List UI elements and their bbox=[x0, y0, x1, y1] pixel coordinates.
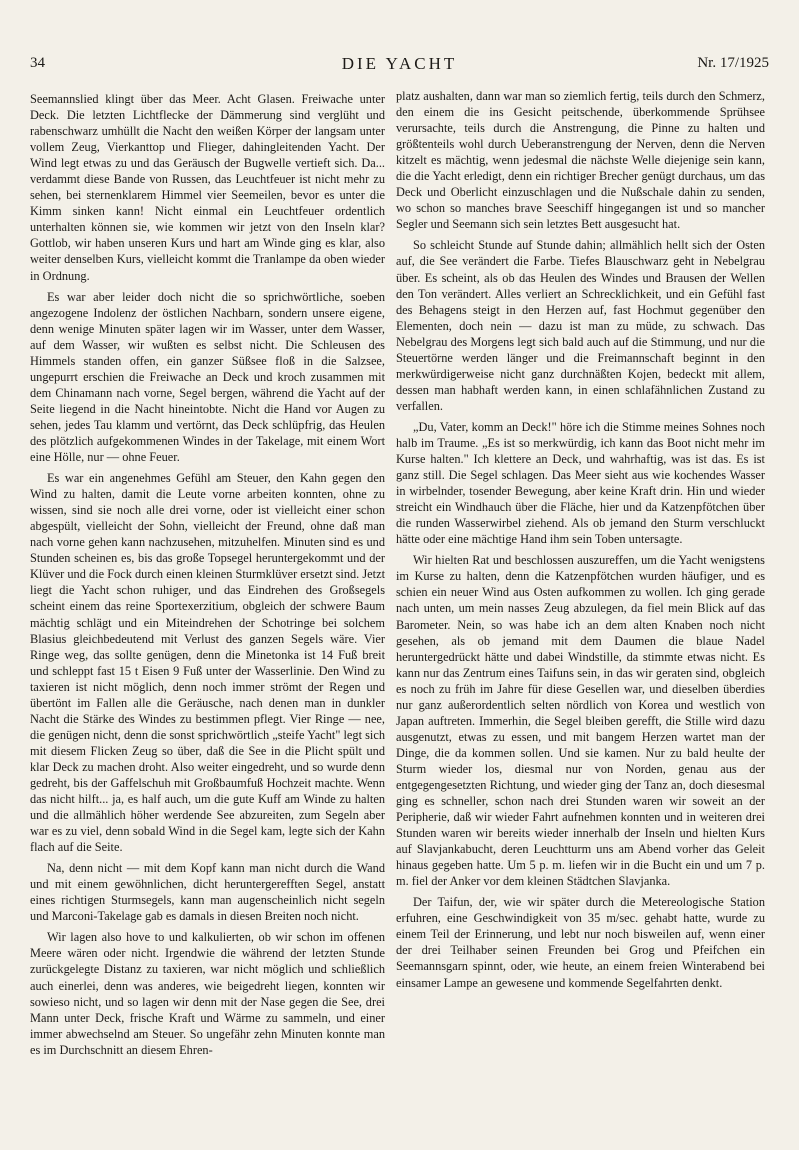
left-column bbox=[30, 91, 385, 1063]
paragraph: Wir lagen also hove to und kalkulierten, ob wir schon im offenen Meere wären oder nicht. Irgendwie die während der letzten Stunde zurückgelegte Distanz zu taxieren, war nicht möglich und schließlich auch einerlei, denn was anderes, wie beigedreht liegen, konnten wir sowieso nicht, und so lagen wir denn mit der Nase gegen die See, drei Mann unter Deck, frische Kraft und Wärme zu sammeln, und einer immer abwechselnd am Steuer. So ungefähr zehn Minuten konnte man es im Durchschnitt an diesem Ehren- bbox=[30, 930, 385, 1057]
magazine-title: DIE YACHT bbox=[341, 54, 458, 73]
issue-number: Nr. 17/1925 bbox=[697, 55, 769, 71]
paragraph: Es war aber leider doch nicht die so sprichwörtliche, soeben angezogene Indolenz der östlichen Nachbarn, sondern unsere eigene, denn wenige Minuten später lagen wir im Wasser, unter dem Wasser, auf dem Wasser, wir wußten es selbst nicht. Die Schleusen des Himmels standen offen, ein ganzer Süßsee floß in die Salzsee, ungepurrt erschien die Freiwache an Deck und kroch zusammen mit dem Chinamann nach vorne, Segel bergen, während die Yacht auf der Seite liegend in die Nacht hineintobte. Nicht die Hand vor Augen zu sehen, jedes Tau klamm und vertörnt, das Deck schlüpfrig, das Heulen des plötzlich aufgekommenen Windes in der Takelage, mit einem Wort eine Hölle, nur — ohne Feuer. bbox=[30, 289, 385, 465]
paragraph: Wir hielten Rat und beschlossen auszureffen, um die Yacht wenigstens im Kurse zu halten, denn die Katzenpfötchen wurden häufiger, und es schien ein neuer Wind aus Osten aufkommen zu wollen. Ich ging gerade nach unten, um mein nasses Zeug abzulegen, da fiel mein Blick auf das Barometer. Nein, so was habe ich an dem alten Knaben noch nicht gesehen, als ob jemand mit dem Daumen die blaue Nadel heruntergedrückt hätte und dabei Windstille, da stimmte etwas nicht. Es kann nur das Zentrum eines Taifuns sein, in das wir geraten sind, obgleich es noch zu früh im Jahre für diese Gesellen war, und dieselben überdies nur ganz außerordentlich selten nördlich von Korea und westlich von Japan auftreten. Immerhin, die Segel bleiben gerefft, die Stille wird dazu ausgenutzt, etwas zu essen, und mit bangem Herzen wartet man der Dinge, die da kommen sollen. Und sie kamen. Nur zu bald heulte der Sturm wieder los, diesmal nur von Norden, genau aus der entgegengesetzten Richtung, und wieder ging der Tanz an, doch diesesmal ging es schneller, schon nach drei Stunden waren wir soweit an der Peripherie, daß wir wieder Fahrt aufnehmen konnten und in weiteren drei Stunden waren wir bereits wieder innerhalb der Inseln und hielten Kurs auf Slavjankabucht, deren Leuchtturm uns am Abend vorher das Geleit hinaus gegeben hatte. Um 5 p. m. liefen wir in die Bucht ein und um 7 p. m. fiel der Anker vor dem kleinen Städtchen Slavjanka. bbox=[396, 553, 765, 889]
page-number: 34 bbox=[30, 55, 45, 71]
right-column bbox=[396, 88, 765, 996]
paragraph: Na, denn nicht — mit dem Kopf kann man nicht durch die Wand und mit einem gewöhnlichen, dicht heruntergerefften Segel, anstatt eines richtigen Sturmsegels, kann man augenscheinlich nicht segeln und Marconi-Takelage gab es damals in diesen Breiten noch nicht. bbox=[30, 861, 385, 924]
page-header bbox=[30, 55, 769, 81]
paragraph: platz aushalten, dann war man so ziemlich fertig, teils durch den Schmerz, den einem die ins Gesicht peitschende, überkommende Sprühsee verursachte, teils durch die Anstrengung, die Pinne zu halten und größtenteils wohl durch Ueberanstrengung der Nerven, denn die Nerven kitzelt es mächtig, wenn jedesmal die nächste Welle diejenige sein kann, die die Yacht erledigt, denn ein richtiger Brecher genügt durchaus, um das Deck und Oberlicht einzuschlagen und die Nußschale dahin zu senden, wo schon so manches brave Seeschiff hingegangen ist und so mancher Segler und Seemann sich sein letztes Bett ausgesucht hat. bbox=[396, 89, 765, 232]
paragraph: Es war ein angenehmes Gefühl am Steuer, den Kahn gegen den Wind zu halten, damit die Leute vorne arbeiten konnten, ohne zu wissen, sind sie noch alle drei vorne, oder ist vielleicht einer schon abgespült, vielleicht der Sohn, vielleicht der Freund, ohne daß man nach vorne gehen kann nachzusehen, mitzuhelfen. Minuten sind es und Stunden scheinen es, bis das große Topsegel heruntergekommt und der Klüver und die Fock durch einen kleinen Sturmklüver ersetzt sind. Jetzt liegt die Yacht schon ruhiger, und das Eindrehen des Großsegels scheint einem das reine Sportexerzitium, obgleich der schwere Baum mächtig schlägt und ein Miteindrehen der Schotringe bei solchem Blasius gleichbedeutend mit Verlust des ganzen Segels wäre. Vier Ringe weg, das sollte genügen, denn die Minetonka ist 14 Fuß breit und schleppt fast 15 t Eisen 9 Fuß unter der Wasserlinie. Den Wind zu taxieren ist nicht möglich, denn noch immer strömt der Regen und übertönt im Fallen alle die Geräusche, nach denen man in dunkler Nacht die Stärke des Windes zu bestimmen pflegt. Vier Ringe — nee, die genügen nicht, denn die sonst sprichwörtlich „steife Yacht" legt sich mit diesem Flicken Zeug so über, daß die See in die Plicht spült und klar Deck zu machen droht. Also weiter eingedreht, und so wurde denn gedreht, bis der Gaffelschuh mit Großbaumfuß Hochzeit machte. Wenn das nicht hilft... ja, es half auch, um die gute Kuff am Winde zu halten und die allmählich höher werdende See abzureiten, zum Segeln aber war es zu viel, denn sobald Wind in die Segel kam, legte sich der Kahn flach auf die Seite. bbox=[30, 471, 385, 855]
paragraph: So schleicht Stunde auf Stunde dahin; allmählich hellt sich der Osten auf, die See verändert die Farbe. Tiefes Blauschwarz geht in Nebelgrau über. Es scheint, als ob das Heulen des Windes und Brausen der Wellen den Ton verändert. Alles verliert an Schrecklichkeit, und ein Gefühl fast des Behagens steigt in den Herzen auf, fast Hochmut gegenüber den Elementen, doch nein — dazu ist man zu müde, zu schwach. Das Nebelgrau des Morgens legt sich bald auch auf die Stimmung, und nur die Steuertörne werden länger und die Freimannschaft beginnt in den merkwürdigerweise nicht ganz durchnäßten Kojen, bedeckt mit allem, dessen man habhaft werden kann, in einen schlafähnlichen Zustand zu verfallen. bbox=[396, 238, 765, 413]
paragraph: Der Taifun, der, wie wir später durch die Metereologische Station erfuhren, eine Geschwindigkeit von 35 m/sec. gehabt hatte, wurde zu einem Teil der Erinnerung, und lebt nur noch bisweilen auf, wenn einer der drei Teilhaber seinen Freunden bei Grog und Pfeifchen ein Seemannsgarn spinnt, oder, wie heute, an einem freien Winterabend bei einsamer Lampe an gewesene und kommende Segelfahrten denkt. bbox=[396, 895, 765, 990]
paragraph: „Du, Vater, komm an Deck!" höre ich die Stimme meines Sohnes noch halb im Traume. „Es ist so merkwürdig, ich kann das Boot nicht mehr im Kurse halten." Ich klettere an Deck, und wahrhaftig, was ist das. Es ist ganz still. Die Segel schlagen. Das Meer sieht aus wie kochendes Wasser in wirbelnder, tosender Bewegung, aber keine Kraft drin. Hin und wieder streicht ein Windhauch über die Fläche, hier und da Katzenpfötchen über die runden Wasserwirbel ziehend. Als ob jemand den Sturm verschluckt hätte oder eine mächtige Hand ihm sein Toben untersagte. bbox=[396, 419, 765, 547]
paragraph: Seemannslied klingt über das Meer. Acht Glasen. Freiwache unter Deck. Die letzten Lichtflecke der Dämmerung sind verglüht und rabenschwarz umhüllt die Nacht den weißen Körper der langsam unter vollem Zeug, Vierkanttop und Flieger, dahingleitenden Yacht. Der Wind legt etwas zu und das Geräusch der Bugwelle vertieft sich. Da... verdammt diese Bande von Russen, das Leuchtfeuer ist nicht mehr zu sehen, bei sternenklarem Himmel vier Seemeilen, bevor es unter die Kimm sinken kann! Nicht einmal ein Leuchtfeuer ordentlich unterhalten können sie, wie kommen wir jetzt von den Inseln klar? Gottlob, wir haben unseren Kurs und hart am Winde ging es klar, also weiter denselben Kurs, vielleicht kommt die Tranlampe da oben wieder in Ordnung. bbox=[30, 92, 385, 283]
